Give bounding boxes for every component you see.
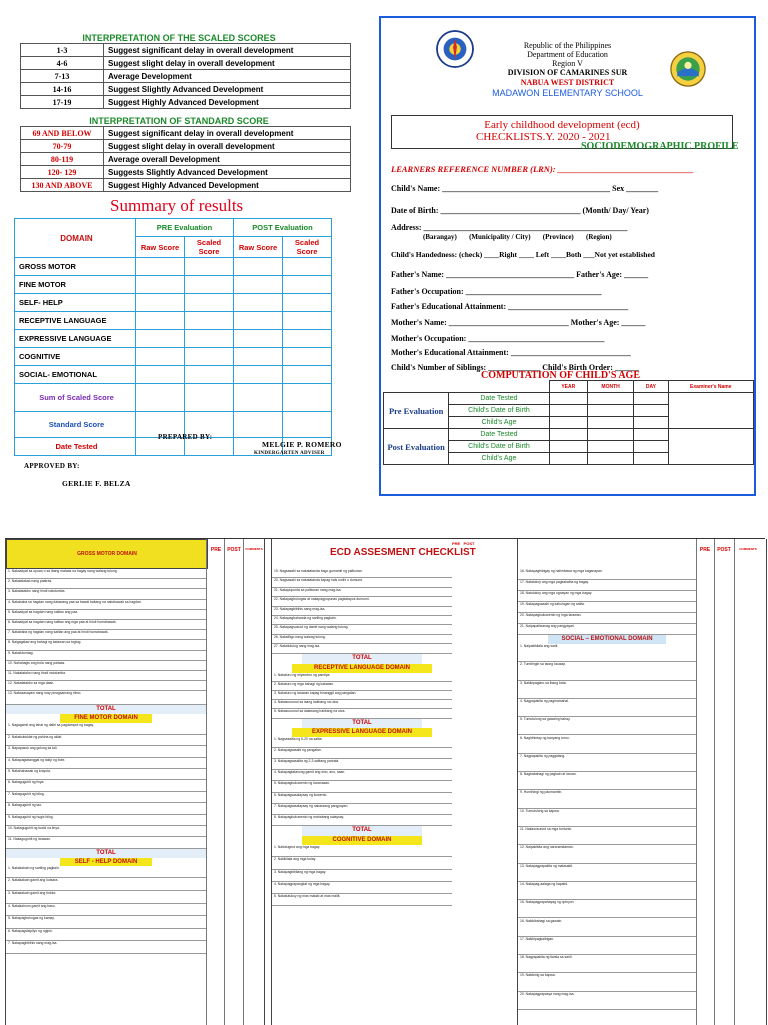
pre-month-cell[interactable] [587, 417, 633, 429]
summary-row [15, 348, 332, 366]
checklist-item[interactable]: 19. Nagsasabi sa nakatatanda bago gumamit ng palikuran. [272, 569, 452, 578]
fine-motor-header: FINE MOTOR DOMAIN [60, 714, 152, 723]
ecd-assessment-checklist [5, 538, 765, 1025]
post-year-cell[interactable] [549, 453, 587, 465]
score-description: Average overall Development [104, 153, 351, 166]
sum-cell[interactable] [234, 384, 283, 412]
checklist-item[interactable]: 6. Nakaguguhit ng linya. [6, 780, 206, 791]
score-range: 7-13 [21, 70, 104, 83]
checklist-item[interactable]: 27. Nakatutulog nang mag-isa. [272, 644, 452, 653]
checklist-item[interactable]: 2. Nakabubuklat ng pahina ng aklat. [6, 735, 206, 746]
dob-format-label: (Month/ Day/ Year) [582, 206, 649, 215]
checklist-item[interactable]: 2. Tumitingin sa taong kausap. [518, 662, 696, 680]
checklist-item[interactable]: 9. Nakaguguhit ng hugis bilog. [6, 815, 206, 826]
domain-name: SOCIAL- EMOTIONAL [15, 366, 136, 384]
checklist-item[interactable]: 26. Nakaliligo nang walang tulong. [272, 635, 452, 644]
checklist-item[interactable]: 4. Nakapagtatanong gamit ang sino, ano, saan. [272, 770, 452, 781]
col2-post-header: POST [463, 541, 475, 546]
preparer-title: KINDERGARTEN ADVISER [254, 451, 325, 456]
score-cell[interactable] [234, 258, 283, 276]
district-line: NABUA WEST DISTRICT [520, 78, 615, 87]
score-cell[interactable] [234, 294, 283, 312]
score-cell[interactable] [136, 366, 185, 384]
checklist-column-3 [517, 539, 767, 1025]
standard-cell[interactable] [234, 412, 283, 438]
gross-motor-header [6, 539, 208, 569]
score-description: Suggest Slightly Advanced Development [104, 83, 351, 96]
father-occupation-label: Father's Occupation: [391, 287, 464, 296]
gross-motor-title: GROSS MOTOR DOMAIN [77, 551, 137, 557]
score-cell[interactable] [283, 276, 332, 294]
checklist-item[interactable]: 14. Nakapag-aalaga ng kapatid. [518, 882, 696, 900]
checklist-item[interactable]: 5. Nakatutukoy ng mas malaki at mas maliit. [272, 894, 452, 906]
checklist-item[interactable]: 11. Nakaguguhit ng larawan. [6, 837, 206, 848]
checklist-item[interactable]: 4. Nagpapakita ng pagmamahal. [518, 699, 696, 717]
pre-date-tested-label: Date Tested [449, 393, 549, 405]
region-label: (Region) [586, 233, 612, 241]
score-description: Suggest Highly Advanced Development [104, 96, 351, 109]
checklist-item[interactable]: 7. Nagpapakita ng paggalang. [518, 754, 696, 772]
score-range: 80-119 [21, 153, 104, 166]
father-education-label: Father's Educational Attainment: [391, 302, 507, 311]
approved-by-label: APPROVED BY: [24, 462, 80, 470]
siblings-label: Child's Number of Siblings: [391, 363, 487, 372]
score-cell[interactable] [185, 294, 234, 312]
checklist-item[interactable]: 12. Naipakikita ang nararamdaman. [518, 845, 696, 863]
summary-row [15, 258, 332, 276]
handedness-field[interactable]: Child's Handedness: (check) ____Right ____ Left ____Both ___Not yet established [391, 250, 655, 259]
col3-post-header: POST [717, 547, 731, 553]
col1-comments-header: COMMENTS [245, 547, 263, 551]
checklist-item[interactable]: 12. Nakatatakbo sa mga daan. [6, 681, 206, 691]
score-cell[interactable] [185, 312, 234, 330]
expressive-header: EXPRESSIVE LANGUAGE DOMAIN [292, 728, 432, 737]
post-evaluation-label: Post Evaluation [384, 429, 449, 465]
domain-header: DOMAIN [15, 219, 136, 258]
checklist-item[interactable]: 5. Nakasusunod sa dalawang hakbang na utos. [272, 709, 452, 718]
score-cell[interactable] [283, 330, 332, 348]
siblings-field[interactable]: Child's Number of Siblings: _____________ Child's Birth Order: ______ [391, 363, 639, 372]
score-cell[interactable] [185, 366, 234, 384]
checklist-item[interactable]: 7. Nakapagbibihis nang mag-isa. [6, 941, 206, 954]
checklist-item[interactable]: 6. Naghihintay ng kanyang turno. [518, 736, 696, 754]
checklist-item[interactable]: 20. Nagsasabi sa nakatatanda kapag nais umihi o dumumi. [272, 578, 452, 587]
father-age-label: Father's Age: [576, 270, 623, 279]
score-cell[interactable] [136, 276, 185, 294]
checklist-item[interactable]: 18. Natutukoy ang mga ugnayan ng mga bagay. [518, 591, 696, 602]
score-description: Suggests Slightly Advanced Development [104, 166, 351, 179]
pre-month-cell[interactable] [587, 405, 633, 417]
profile-title: SOCIODEMOGRAPHIC PROFILE [581, 141, 739, 152]
score-description: Suggest significant delay in overall development [104, 44, 351, 57]
summary-row [15, 330, 332, 348]
pre-age-label: Child's Age [449, 417, 549, 429]
sum-cell[interactable] [283, 384, 332, 412]
standard-row [21, 153, 351, 166]
municipality-label: (Municipality / City) [469, 233, 531, 241]
post-age-label: Child's Age [449, 453, 549, 465]
pre-examiner-cell[interactable] [668, 393, 753, 429]
pre-year-cell[interactable] [549, 417, 587, 429]
score-description: Suggest slight delay in overall development [104, 140, 351, 153]
standard-row [21, 140, 351, 153]
social-emotional-header: SOCIAL – EMOTIONAL DOMAIN [548, 635, 666, 644]
checklist-item[interactable]: 6. Nakaakyat sa hagdan nang salitan ang mga paa at hindi humahawak. [6, 620, 206, 630]
post-year-cell[interactable] [549, 441, 587, 453]
domain-name: GROSS MOTOR [15, 258, 136, 276]
score-cell[interactable] [234, 312, 283, 330]
checklist-item[interactable]: 2. Nakikilala ang mga kulay. [272, 857, 452, 869]
summary-row [15, 276, 332, 294]
post-month-cell[interactable] [587, 453, 633, 465]
checklist-item[interactable]: 4. Nakababa sa hagdan nang dalawang paa sa bawat baitang na nakahawak sa hagdan. [6, 600, 206, 610]
checklist-title: ECD ASSESMENT CHECKLIST [330, 547, 476, 558]
col3-pre-header: PRE [699, 547, 711, 553]
domain-name: SELF- HELP [15, 294, 136, 312]
score-description: Suggest slight delay in overall development [104, 57, 351, 70]
score-description: Suggest significant delay in overall development [104, 127, 351, 140]
checklist-item[interactable]: 25. Nakapagsusuot ng damit nang walang tulong. [272, 625, 452, 634]
pre-month-cell[interactable] [587, 393, 633, 405]
checklist-item[interactable]: 15. Nakapagpapahayag ng opinyon. [518, 900, 696, 918]
checklist-item[interactable]: 8. Nakapagkukuwento ng mahabang salaysay. [272, 815, 452, 826]
checklist-item[interactable]: 1. Naipakikilala ang sarili. [518, 644, 696, 662]
score-cell[interactable] [283, 294, 332, 312]
month-header: MONTH [587, 381, 633, 393]
checklist-item[interactable]: 23. Nakapagbibihis nang mag-isa. [272, 607, 452, 616]
checklist-item[interactable]: 7. Nakapagsasalaysay ng nakaraang pangyayari. [272, 804, 452, 815]
checklist-item[interactable]: 11. Nakasusunod sa mga tuntunin. [518, 827, 696, 845]
checklist-item[interactable]: 1. Nakaakyat sa upuan o sa ibang mataas na bagay nang walang tulong. [6, 569, 206, 579]
checklist-item[interactable]: 1. Nagagamit ang lahat ng daliri sa pagdampot ng bagay. [6, 723, 206, 734]
post-date-tested-label: Date Tested [449, 429, 549, 441]
checklist-item[interactable]: 3. Nakakakain gamit ang tinidor. [6, 891, 206, 904]
checklist-item[interactable]: 7. Nakababa ng hagdan nang salitan ang paa at hindi humahawak. [6, 630, 206, 640]
post-eval-header: POST Evaluation [234, 219, 332, 237]
checklist-item[interactable]: 16. Nakapagbibigay ng halimbawa ng mga kaganapan. [518, 569, 696, 580]
checklist-item[interactable]: 5. Nakapaghuhugas ng kamay. [6, 916, 206, 929]
score-range: 17-19 [21, 96, 104, 109]
checklist-item[interactable]: 6. Nakapagsisipilyo ng ngipin. [6, 929, 206, 942]
score-cell[interactable] [234, 330, 283, 348]
score-cell[interactable] [185, 330, 234, 348]
checklist-item[interactable]: 22. Nakapaghuhugas at nakapagpupunas pagkatapos dumumi. [272, 597, 452, 606]
standard-score-label: Standard Score [15, 412, 136, 438]
score-cell[interactable] [283, 348, 332, 366]
standard-score-table [20, 126, 351, 192]
pre-year-cell[interactable] [549, 393, 587, 405]
checklist-item[interactable]: 3. Napapasok ang gulong sa tali. [6, 746, 206, 757]
col3-comments-header: COMMENTS [739, 547, 757, 551]
sum-cell[interactable] [185, 384, 234, 412]
checklist-item[interactable]: 2. Nakapagsasabi ng pangalan. [272, 748, 452, 759]
checklist-column-1 [5, 539, 265, 1025]
mother-occupation-label: Mother's Occupation: [391, 334, 467, 343]
province-label: (Province) [542, 233, 574, 241]
checklist-item[interactable]: 5. Tumutulong sa gawaing bahay. [518, 717, 696, 735]
checklist-item[interactable]: 3. Nakatatakbo nang hindi natutumba. [6, 589, 206, 599]
mother-name-label: Mother's Name: [391, 318, 447, 327]
summary-row [15, 294, 332, 312]
checklist-item[interactable]: 4. Nakapagpapangkat ng mga bagay. [272, 882, 452, 894]
mother-education-field[interactable]: Mother's Educational Attainment: ______________________________ [391, 348, 631, 357]
checklist-item[interactable]: 20. Nakapagkukuwento ng mga larawan. [518, 613, 696, 624]
checklist-item[interactable]: 19. Nakapagsasabi ng kahulugan ng salita. [518, 602, 696, 613]
post-scaled-header: Scaled Score [283, 237, 332, 258]
standard-cell[interactable] [283, 412, 332, 438]
scaled-row [21, 96, 351, 109]
post-month-cell[interactable] [587, 441, 633, 453]
score-range: 14-16 [21, 83, 104, 96]
address-label: Address: [391, 223, 422, 232]
score-cell[interactable] [234, 276, 283, 294]
self-help-total: TOTAL [302, 654, 422, 664]
post-year-cell[interactable] [549, 429, 587, 441]
republic-line: Republic of the Philippines [523, 41, 612, 50]
sex-label: Sex [612, 184, 625, 193]
barangay-label: (Barangay) [423, 233, 457, 241]
checklist-item[interactable]: 1. Nakakakain ng sariling pagkain. [6, 866, 206, 879]
summary-row [15, 366, 332, 384]
scaled-score-title: INTERPRETATION OF THE SCALED SCORES [82, 33, 276, 43]
lrn-field[interactable]: LEARNERS REFERENCE NUMBER (LRN): ________________________________ [391, 164, 694, 174]
mother-name-field[interactable]: Mother's Name: ______________________________ Mother's Age: ______ [391, 318, 646, 327]
checklist-item[interactable]: 8. Nagbabahagi ng pagkain at laruan. [518, 772, 696, 790]
checklist-item[interactable]: 4. Nakakainom gamit ang baso. [6, 904, 206, 917]
checklist-item[interactable]: 4. Nakapagtatanggal ng takip ng bote. [6, 758, 206, 769]
scaled-score-table [20, 43, 351, 109]
checklist-item[interactable]: 1. Naitutugma ang mga bagay. [272, 845, 452, 857]
region-line: Region V [552, 59, 583, 68]
checklist-item[interactable]: 9. Nakalulundag. [6, 651, 206, 661]
checklist-item[interactable]: 18. Nagpapakita ng tiwala sa sarili. [518, 955, 696, 973]
school-name: MADAWON ELEMENTARY SCHOOL [492, 88, 643, 98]
receptive-total: TOTAL [302, 719, 422, 728]
col1-post-header: POST [227, 547, 241, 553]
checklist-item[interactable]: 2. Nakakakain gamit ang kutsara. [6, 878, 206, 891]
pre-year-cell[interactable] [549, 405, 587, 417]
score-range: 1-3 [21, 44, 104, 57]
score-cell[interactable] [234, 348, 283, 366]
score-cell[interactable] [136, 294, 185, 312]
receptive-header: RECEPTIVE LANGUAGE DOMAIN [292, 664, 432, 673]
checklist-item[interactable]: 5. Nakahahawak ng krayola. [6, 769, 206, 780]
child-name-field[interactable]: Child's Name: __________________________________________ Sex ________ [391, 184, 659, 193]
pre-dob-label: Child's Date of Birth [449, 405, 549, 417]
score-cell[interactable] [283, 258, 332, 276]
checklist-item[interactable]: 2. Nakaturo ng mga bahagi ng katawan. [272, 682, 452, 691]
checklist-item[interactable]: 13. Nakasasayaw nang may pinagsamang ritmo. [6, 691, 206, 705]
checklist-item[interactable]: 8. Naigagalaw ang bahagi ng katawan sa tugtog. [6, 640, 206, 650]
col2-pre-header: PRE [452, 541, 461, 546]
post-day-cell[interactable] [634, 453, 668, 465]
checklist-item[interactable]: 10. Nahahagis ang bola nang paitaas. [6, 661, 206, 671]
mother-education-label: Mother's Educational Attainment: [391, 348, 509, 357]
checklist-column-2 [271, 539, 514, 1025]
pre-eval-header: PRE Evaluation [136, 219, 234, 237]
summary-table [14, 218, 332, 456]
score-cell[interactable] [136, 258, 185, 276]
score-range: 70-79 [21, 140, 104, 153]
checklist-item[interactable]: 10. Tumutulong sa kapwa. [518, 809, 696, 827]
pre-raw-header: Raw Score [136, 237, 185, 258]
department-line: Department of Education [527, 50, 608, 59]
score-cell[interactable] [283, 312, 332, 330]
checklist-item[interactable]: 5. Nakaakyat sa hagdan nang salitan ang paa. [6, 610, 206, 620]
dob-label: Date of Birth: [391, 206, 439, 215]
checklist-item[interactable]: 5. Nakapagkukuwento ng karanasan. [272, 781, 452, 792]
birth-order-label: Child's Birth Order: [542, 363, 613, 372]
checklist-item[interactable]: 4. Nakasusunod sa isang hakbang na utos. [272, 700, 452, 709]
domain-name: EXPRESSIVE LANGUAGE [15, 330, 136, 348]
mother-occupation-field[interactable]: Mother's Occupation: __________________________________ [391, 334, 605, 343]
checklist-item[interactable]: 2. Nakalalakad nang paatras. [6, 579, 206, 589]
checklist-item[interactable]: 13. Nakapagpapakita ng malasakit. [518, 864, 696, 882]
year-header: YEAR [549, 381, 587, 393]
cognitive-header: COGNITIVE DOMAIN [302, 836, 422, 845]
checklist-item[interactable]: 16. Nakikibahagi sa gawain. [518, 919, 696, 937]
checklist-item[interactable]: 21. Nakapupunta sa palikuran nang mag-isa. [272, 588, 452, 597]
standard-row [21, 166, 351, 179]
mother-age-label: Mother's Age: [570, 318, 620, 327]
dob-field[interactable]: Date of Birth: ___________________________________ (Month/ Day/ Year) [391, 206, 649, 215]
domain-name: RECEPTIVE LANGUAGE [15, 312, 136, 330]
age-computation-title: COMPUTATION OF CHILD'S AGE [481, 370, 640, 381]
pre-evaluation-label: Pre Evaluation [384, 393, 449, 429]
father-occupation-field[interactable]: Father's Occupation: __________________________________ [391, 287, 602, 296]
checklist-item[interactable]: 20. Nakapagpapasya nang mag-isa. [518, 992, 696, 1010]
prepared-by-label: PREPARED BY: [158, 433, 213, 441]
fine-motor-total: TOTAL [6, 849, 206, 858]
checklist-item[interactable]: 1. Nagsasalita ng 5-20 na salita. [272, 737, 452, 748]
scaled-row [21, 57, 351, 70]
checklist-item[interactable]: 3. Nakikipaglaro sa ibang bata. [518, 681, 696, 699]
father-name-field[interactable]: Father's Name: ________________________________ Father's Age: ______ [391, 270, 649, 279]
approver-name: GERLIE F. BELZA [62, 479, 131, 488]
post-day-cell[interactable] [634, 429, 668, 441]
checklist-item[interactable]: 19. Nakikinig sa kapwa. [518, 973, 696, 991]
score-range: 4-6 [21, 57, 104, 70]
pre-day-cell[interactable] [634, 417, 668, 429]
lrn-label: LEARNERS REFERENCE NUMBER (LRN): [391, 164, 556, 174]
scaled-row [21, 70, 351, 83]
division-line: DIVISION OF CAMARINES SUR [507, 68, 628, 77]
sociodemographic-form [379, 16, 756, 496]
child-name-label: Child's Name: [391, 184, 441, 193]
score-cell[interactable] [185, 258, 234, 276]
checklist-item[interactable]: 9. Humihingi ng paumanhin. [518, 790, 696, 808]
post-month-cell[interactable] [587, 429, 633, 441]
address-parts [423, 233, 612, 241]
checklist-item[interactable]: 17. Nakikipagkaibigan. [518, 937, 696, 955]
score-cell[interactable] [185, 348, 234, 366]
checklist-item[interactable]: 21. Naipapaliwanag ang pangyayari. [518, 624, 696, 635]
col1-pre-header: PRE [210, 547, 222, 553]
score-description: Suggest Highly Advanced Development [104, 179, 351, 192]
standard-row [21, 127, 351, 140]
domain-name: COGNITIVE [15, 348, 136, 366]
checklist-item[interactable]: 1. Nakaturo ng miyembro ng pamilya. [272, 673, 452, 682]
father-name-label: Father's Name: [391, 270, 445, 279]
score-range: 120- 129 [21, 166, 104, 179]
checklist-item[interactable]: 10. Nakaguguhit ng tuwid na linya. [6, 826, 206, 837]
pre-day-cell[interactable] [634, 405, 668, 417]
scaled-row [21, 44, 351, 57]
standard-score-title: INTERPRETATION OF STANDARD SCORE [89, 116, 269, 126]
gross-motor-total: TOTAL [6, 705, 206, 714]
score-description: Average Development [104, 70, 351, 83]
post-raw-header: Raw Score [234, 237, 283, 258]
pre-day-cell[interactable] [634, 393, 668, 405]
age-table [383, 380, 754, 465]
domain-name: FINE MOTOR [15, 276, 136, 294]
checklist-item[interactable]: 3. Nakaturo ng larawan kapag binanggit ang pangalan. [272, 691, 452, 700]
post-examiner-cell[interactable] [668, 429, 753, 465]
checklist-item[interactable]: 3. Nakapagbibilang ng mga bagay. [272, 870, 452, 882]
summary-row [15, 312, 332, 330]
checklist-item[interactable]: 3. Nakapagsasalita ng 2-3 salitang parirala. [272, 759, 452, 770]
post-dob-label: Child's Date of Birth [449, 441, 549, 453]
preparer-name: MELGIE P. ROMERO [262, 440, 342, 449]
scaled-row [21, 83, 351, 96]
checklist-item[interactable]: 11. Nakatatalon nang hindi natutumba. [6, 671, 206, 681]
checklist-item[interactable]: 17. Natatukoy ang mga pagkakaiba ng bagay. [518, 580, 696, 591]
expressive-total: TOTAL [302, 826, 422, 836]
checklist-item[interactable]: 24. Nakapaghahanda ng sariling pagkain. [272, 616, 452, 625]
checklist-year: CHECKLISTS.Y. 2020 - 2021 [476, 131, 611, 143]
score-cell[interactable] [283, 366, 332, 384]
father-education-field[interactable]: Father's Educational Attainment: ______________________________ [391, 302, 629, 311]
score-cell[interactable] [234, 366, 283, 384]
ecd-title: Early childhood development (ecd) [484, 119, 640, 131]
summary-title: Summary of results [110, 196, 244, 215]
post-day-cell[interactable] [634, 441, 668, 453]
self-help-header: SELF - HELP DOMAIN [60, 858, 152, 866]
sum-cell[interactable] [136, 384, 185, 412]
score-range: 69 AND BELOW [21, 127, 104, 140]
standard-row [21, 179, 351, 192]
score-cell[interactable] [136, 330, 185, 348]
score-cell[interactable] [136, 312, 185, 330]
checklist-item[interactable]: 8. Nakaguguhit ng tao. [6, 803, 206, 814]
checklist-item[interactable]: 6. Nakapagsasalaysay ng kuwento. [272, 793, 452, 804]
day-header: DAY [634, 381, 668, 393]
pre-scaled-header: Scaled Score [185, 237, 234, 258]
score-cell[interactable] [185, 276, 234, 294]
date-tested-label: Date Tested [15, 438, 136, 456]
score-cell[interactable] [136, 348, 185, 366]
score-range: 130 AND ABOVE [21, 179, 104, 192]
examiner-header: Examiner's Name [668, 381, 753, 393]
address-field[interactable]: Address: ___________________________________________________ [391, 223, 628, 232]
checklist-item[interactable]: 7. Nakaguguhit ng bilog. [6, 792, 206, 803]
sum-scaled-label: Sum of Scaled Score [15, 384, 136, 412]
